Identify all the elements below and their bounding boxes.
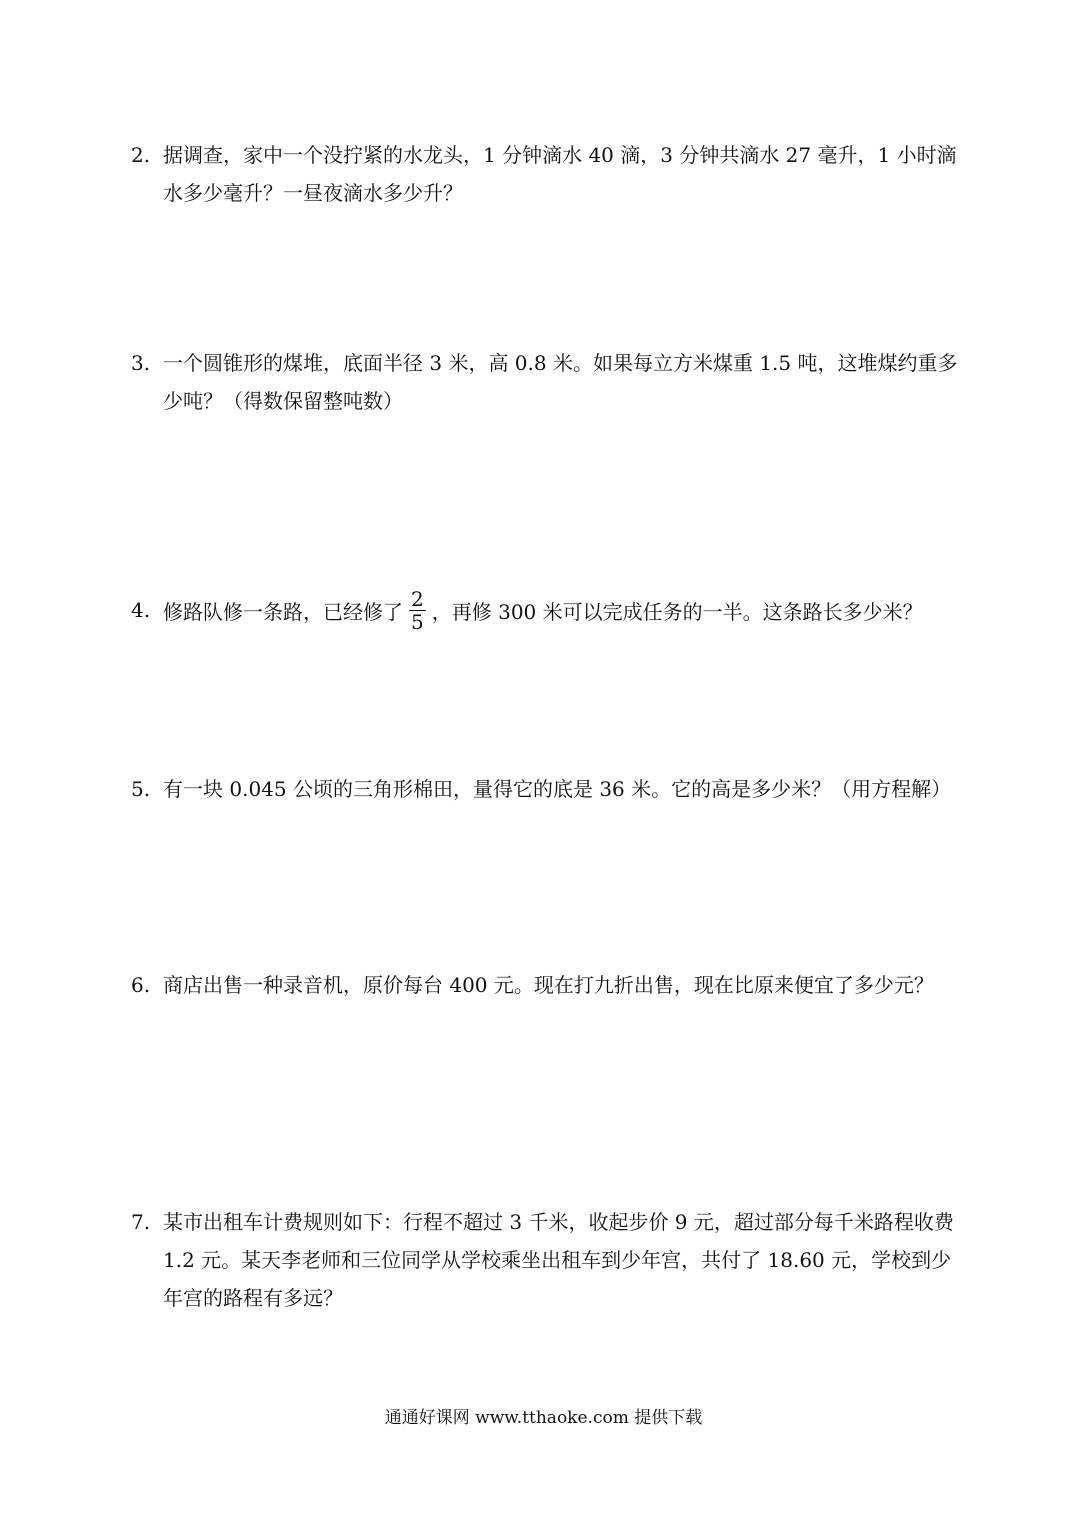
- problem-text: 一个圆锥形的煤堆，底面半径 3 米，高 0.8 米。如果每立方米煤重 1.5 吨，这堆煤约重多少吨？（得数保留整吨数）: [163, 351, 958, 413]
- problem-text: 某市出租车计费规则如下：行程不超过 3 千米，收起步价 9 元，超过部分每千米路程收费 1.2 元。某天李老师和三位同学从学校乘坐出租车到少年宫，共付了 18.60 元，学校到少年宫的路程有多远？: [163, 1210, 954, 1310]
- problem-text: [163, 587, 961, 636]
- problem-text-before: 修路队修一条路，已经修了: [163, 600, 403, 624]
- problem-3: [131, 344, 961, 420]
- problem-2: [131, 136, 961, 212]
- problem-number: 3.: [131, 351, 151, 375]
- problem-number: 7.: [131, 1210, 151, 1234]
- problem-5: [131, 770, 961, 808]
- problem-text: 有一块 0.045 公顷的三角形棉田，量得它的底是 36 米。它的高是多少米？（用方程解）: [163, 777, 952, 801]
- problem-6: [131, 966, 961, 1004]
- page-footer: 通通好课网 www.tthaoke.com 提供下载: [384, 1408, 703, 1428]
- fraction: [409, 588, 426, 633]
- problem-number: 6.: [131, 973, 151, 997]
- fraction-denominator: 5: [411, 610, 424, 634]
- problem-text: 据调查，家中一个没拧紧的水龙头，1 分钟滴水 40 滴，3 分钟共滴水 27 毫升，1 小时滴水多少毫升？一昼夜滴水多少升？: [163, 143, 957, 205]
- problem-number: 5.: [131, 777, 151, 801]
- problem-text: 商店出售一种录音机，原价每台 400 元。现在打九折出售，现在比原来便宜了多少元？: [163, 973, 934, 997]
- problem-4: [131, 587, 961, 636]
- problem-number: 4.: [131, 598, 151, 622]
- problem-text-after: ，再修 300 米可以完成任务的一半。这条路长多少米？: [431, 600, 923, 624]
- fraction-numerator: 2: [411, 587, 424, 611]
- problem-number: 2.: [131, 143, 151, 167]
- problem-7: [131, 1203, 961, 1317]
